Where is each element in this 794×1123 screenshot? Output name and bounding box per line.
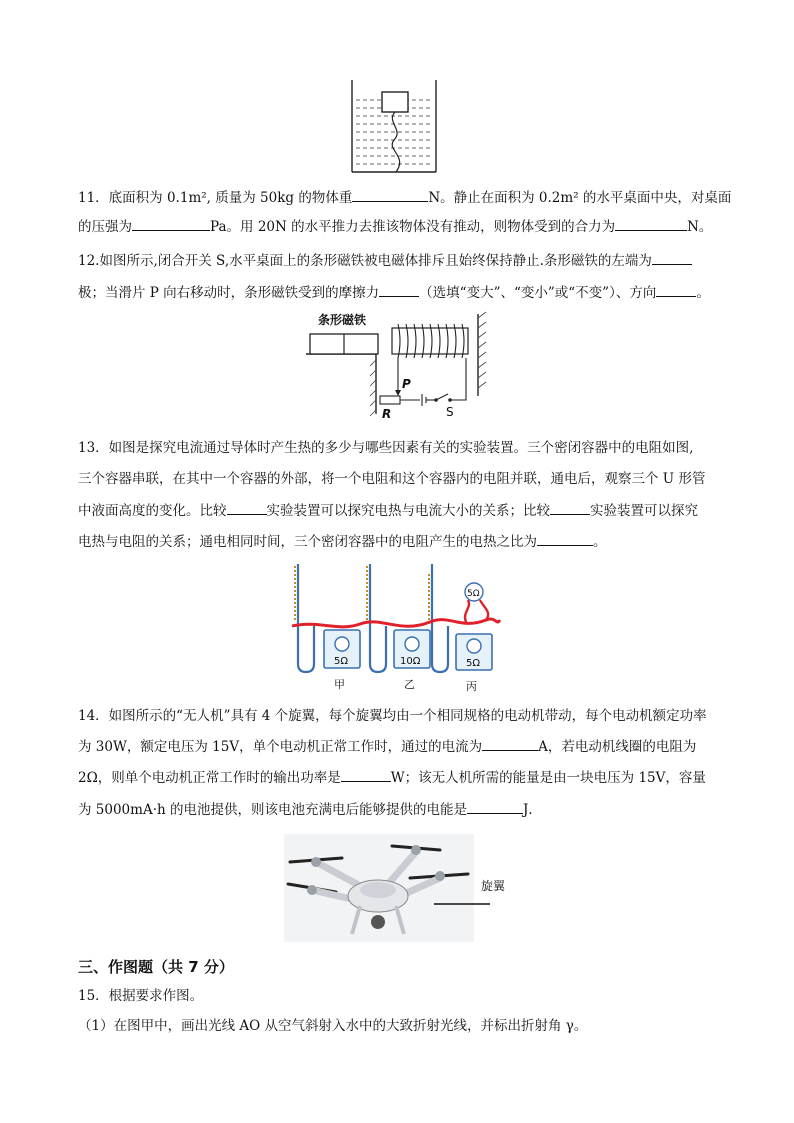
svg-text:5Ω: 5Ω bbox=[466, 658, 481, 669]
q12-blank-friction[interactable] bbox=[379, 282, 419, 297]
q13-line4: 电热与电阻的关系；通电相同时间，三个密闭容器中的电阻产生的电热之比为 。 bbox=[78, 531, 607, 552]
q11-line1: 11．底面积为 0.1m², 质量为 50kg 的物体重 N。静止在面积为 0.2m² 的水平桌面中央，对桌面 bbox=[78, 187, 731, 208]
svg-text:5Ω: 5Ω bbox=[334, 656, 349, 667]
svg-text:5Ω: 5Ω bbox=[467, 589, 480, 599]
svg-text:R: R bbox=[382, 407, 392, 420]
svg-text:乙: 乙 bbox=[404, 678, 415, 691]
q11-blank-pressure[interactable] bbox=[132, 216, 210, 231]
rheostat bbox=[380, 396, 400, 404]
q12-line2: 极；当滑片 P 向右移动时，条形磁铁受到的摩擦力 （选填“变大”、“变小”或“不变”）、方向 。 bbox=[78, 282, 710, 303]
svg-text:丙: 丙 bbox=[466, 680, 477, 693]
q13-blank-resistance[interactable] bbox=[550, 500, 590, 515]
q15-line: 15．根据要求作图。 bbox=[78, 988, 204, 1004]
q14-blank-current[interactable] bbox=[482, 736, 538, 751]
svg-text:S: S bbox=[446, 405, 454, 419]
q14-line2: 为 30W，额定电压为 15V，单个电动机正常工作时，通过的电流为 A，若电动机线圈的电阻为 bbox=[78, 736, 696, 757]
q11-blank-force[interactable] bbox=[615, 216, 687, 231]
svg-text:P: P bbox=[402, 377, 411, 391]
q13-line3: 中液面高度的变化。比较 实验装置可以探究电热与电流大小的关系；比较 实验装置可以探究 bbox=[78, 500, 698, 521]
electromagnet-figure bbox=[300, 310, 500, 420]
svg-text:甲: 甲 bbox=[334, 678, 345, 691]
container-figure bbox=[346, 80, 444, 178]
q13-blank-ratio[interactable] bbox=[537, 531, 593, 546]
magnet-label: 条形磁铁 bbox=[318, 313, 367, 327]
q14-blank-energy[interactable] bbox=[467, 799, 523, 814]
q14-line4: 为 5000mA·h 的电池提供，则该电池充满电后能够提供的电能是 J． bbox=[78, 799, 542, 820]
camera bbox=[371, 915, 385, 929]
section-heading: 三、作图题（共 7 分） bbox=[78, 958, 234, 976]
q13-blank-current[interactable] bbox=[227, 500, 267, 515]
floating-block bbox=[382, 92, 408, 112]
coil-core bbox=[392, 328, 468, 354]
q14-blank-power[interactable] bbox=[341, 767, 391, 782]
q14-line1: 14．如图所示的“无人机”具有 4 个旋翼，每个旋翼均由一个相同规格的电动机带动，每个电动机额定功率 bbox=[78, 708, 707, 724]
q12-blank-pole[interactable] bbox=[652, 250, 692, 265]
q11-line2: 的压强为 Pa。用 20N 的水平推力去推该物体没有推动，则物体受到的合力为 N。 bbox=[78, 216, 712, 237]
q14-line3: 2Ω，则单个电动机正常工作时的输出功率是 W；该无人机所需的能量是由一块电压为 15V，容量 bbox=[78, 767, 706, 788]
rotor-label: 旋翼 bbox=[481, 879, 506, 893]
q15-1-line: （1）在图甲中，画出光线 AO 从空气斜射入水中的大致折射光线，并标出折射角 γ。 bbox=[78, 1018, 588, 1034]
q11-blank-weight[interactable] bbox=[352, 187, 428, 202]
q12-line1: 12.如图所示,闭合开关 S,水平桌面上的条形磁铁被电磁体排斥且始终保持静止.条形磁铁的左端为 bbox=[78, 250, 692, 271]
q12-blank-direction[interactable] bbox=[656, 282, 696, 297]
q13-line1: 13．如图是探究电流通过导体时产生热的多少与哪些因素有关的实验装置。三个密闭容器中的电阻如图, bbox=[78, 440, 694, 456]
svg-text:10Ω: 10Ω bbox=[400, 656, 421, 667]
heat-experiment-figure bbox=[290, 560, 506, 696]
q13-line2: 三个容器串联，在其中一个容器的外部，将一个电阻和这个容器内的电阻并联，通电后，观察三个 U 形管 bbox=[78, 471, 706, 487]
drone-figure bbox=[284, 834, 524, 942]
